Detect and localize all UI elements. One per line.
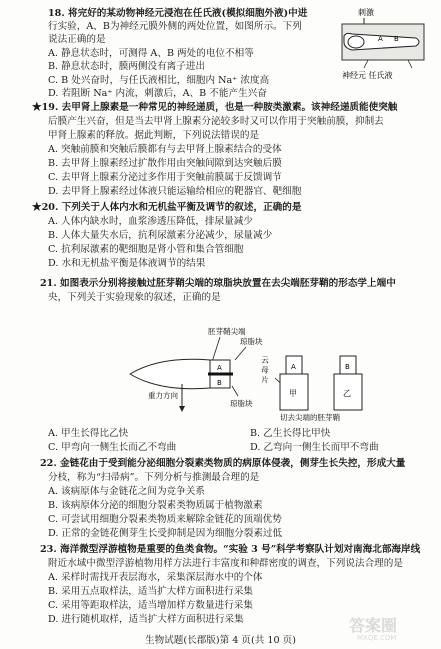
q22-stem-2: 分枝，称为“扫帚病”。下列分析与推测最合理的是: [48, 472, 260, 483]
fig-stimulus-label: 刺激: [358, 8, 374, 17]
q20-option-c: C. 抗利尿激素的靶细胞是肾小管和集合管细胞: [48, 244, 244, 255]
page-footer: 生物试题(长郡版)第 4 页(共 10 页): [144, 635, 296, 646]
q18-option-b: B. 静息状态时，膜两侧没有离子进出: [48, 61, 206, 72]
q23-option-a: A. 采样时需找开表层海水，采集深层海水中的个体: [48, 572, 263, 583]
fig-point-b: B: [394, 35, 399, 43]
q18-option-a: A. 静息状态时，可测得 A、B 两处的电位不相等: [48, 48, 254, 59]
fig-agar-top-label: 琼脂块: [240, 337, 263, 346]
q23-stem-1: 23. 海洋微型浮游植物是重要的鱼类食物。“实验 3 号”科学考察队计划对南海北部海岸线: [40, 544, 421, 555]
fig-jia-block: A: [291, 363, 296, 371]
fig-point-a: A: [378, 35, 383, 43]
q21-option-d: D. 乙弯向一侧生长而甲不弯曲: [250, 442, 379, 453]
q18-stem-2: 行实验，A、B为神经元膜外侧的两处位置，如图所示。下列: [48, 21, 302, 32]
q22-option-c: C. 可尝试用细胞分裂素类物质来解除金链花的顶端优势: [48, 514, 282, 525]
svg-text:答案圈: 答案圈: [349, 616, 398, 635]
q21-option-c: C. 甲弯向一侧生长而乙不弯曲: [48, 442, 177, 453]
q19-option-a: A. 突触前膜和突触后膜都有与去甲肾上腺素结合的受体: [48, 144, 282, 155]
q19-option-b: B. 去甲肾上腺素经过扩散作用由突触间隙到达突触后膜: [48, 158, 282, 169]
watermark-logo: [347, 611, 437, 641]
fig-mica-label: 云 母 片: [260, 356, 270, 384]
fig-yi-block: B: [345, 363, 350, 371]
q21-option-a: A. 甲生长得比乙快: [48, 428, 129, 439]
fig-block-b: B: [217, 379, 222, 387]
q19-option-c: C. 去甲肾上腺素分泌过多作用于突触前膜属于反馈调节: [48, 172, 282, 183]
q22-stem-1: 22. 金链花由于受到能分泌细胞分裂素类物质的病原体侵袭，侧芽生长失控，形成大量: [40, 458, 406, 469]
q20-star: ★: [32, 202, 42, 213]
fig-agar-bottom-label: 琼脂块: [230, 399, 253, 408]
fig-caption: 切去尖端的胚芽鞘: [280, 413, 340, 422]
svg-text:MXQE.COM: MXQE.COM: [357, 634, 397, 641]
q23-option-c: C. 采用等距取样法，适当增加样方数量进行采集: [48, 600, 253, 611]
q21-stem-1: 21. 如图表示分别将接触过胚芽鞘尖端的琼脂块放置在去尖端胚芽鞘的形态学上端中: [40, 278, 396, 289]
q18-option-d: D. 若阻断 Na⁺ 内流，刺激后，A、B 不能产生兴奋: [48, 88, 267, 99]
q20-option-d: D. 水和无机盐平衡是体液调节的结果: [48, 258, 206, 269]
coleoptile-figure: [90, 326, 400, 422]
q19-stem-3: 甲肾上腺素的释放。据此判断，下列说法错误的是: [48, 130, 260, 141]
q22-option-a: A. 该病原体与金链花之间为竞争关系: [48, 486, 205, 497]
q20-stem-1: ★20. 下列关于人体内水和无机盐平衡及调节的叙述，正确的是: [32, 202, 302, 213]
q19-star: ★: [32, 102, 42, 113]
fig-neuron-saline-label: 神经元 任氏液: [342, 71, 393, 80]
neuron-figure: [338, 6, 428, 84]
fig-jia-label: 甲: [289, 389, 297, 398]
q20-option-a: A. 人体内缺水时，血浆渗透压降低，排尿量减少: [48, 216, 253, 227]
q23-stem-2: 附近水域中微型浮游植物用样方法进行丰富度和种群密度的调查，下列说法合理的是: [48, 558, 403, 569]
q22-option-b: B. 该病原体分泌的细胞分裂素类物质属于植物激素: [48, 500, 263, 511]
fig-gravity-label: 重力方向: [148, 391, 178, 400]
q19-stem-1: ★19. 去甲肾上腺素是一种常见的神经递质，也是一种胺类激素。该神经递质能使突触: [32, 102, 398, 113]
q18-stem-1: 18. 将完好的某动物神经元浸泡在任氏液(模拟细胞外液)中进: [48, 8, 308, 19]
q23-option-d: D. 进行随机取样，适当扩大样方面积进行采集: [48, 614, 244, 625]
q19-stem-2: 后膜产生兴奋，但是当去甲肾上腺素分泌较多时又可以作用于突触前膜，抑制去: [48, 116, 384, 127]
q21-stem-2: 央，下列关于实验现象的叙述，正确的是: [48, 292, 221, 303]
fig-tip-label: 胚芽鞘尖端: [208, 327, 246, 336]
fig-block-a: A: [217, 364, 222, 372]
q21-option-b: B. 乙生长得比甲快: [250, 428, 331, 439]
q19-option-d: D. 去甲肾上腺素经过体液只能运输给相应的靶器官、靶细胞: [48, 186, 302, 197]
q18-stem-3: 说法正确的是: [48, 34, 106, 45]
q22-option-d: D. 正常的金链花侧芽生长受抑制是因为细胞分裂素过低: [48, 528, 283, 539]
fig-yi-label: 乙: [343, 389, 351, 398]
q23-option-b: B. 采用五点取样法，适当扩大样方面积进行采集: [48, 586, 254, 597]
q18-option-c: C. B 处兴奋时，与任氏液相比，细胞内 Na⁺ 浓度高: [48, 75, 270, 86]
q20-option-b: B. 人体大量失水后，抗利尿激素分泌减少，尿量减少: [48, 230, 273, 241]
